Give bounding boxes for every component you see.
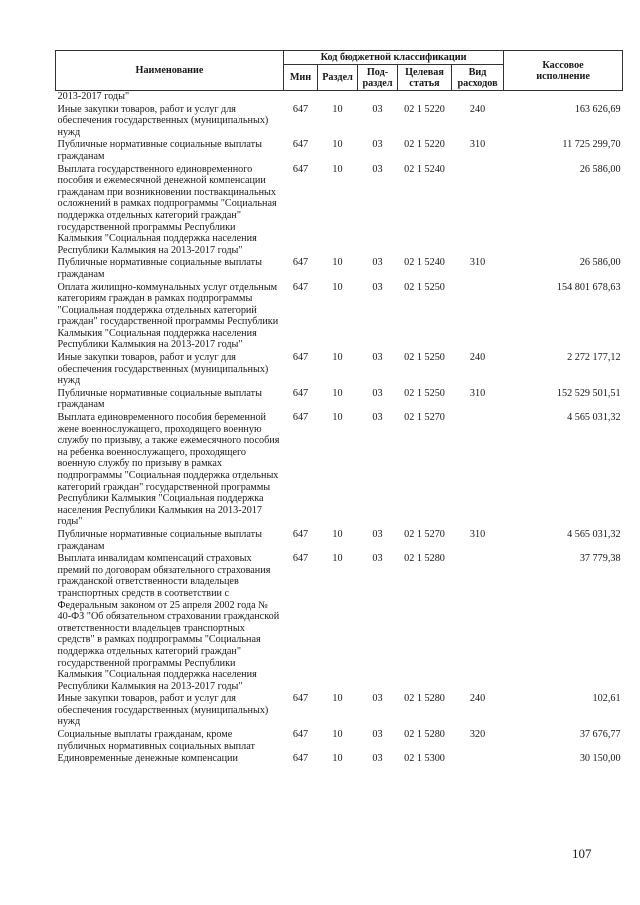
row-amount bbox=[504, 91, 623, 104]
row-name: 2013-2017 годы" bbox=[57, 91, 130, 102]
row-name: Оплата жилищно-коммунальных услуг отдельным категориям граждан в рамках подпрограммы "Социальная поддержка отдельных категорий граждан" государственной программы Республики Калмыкия "Социальная поддержка населения Республики Калмыкия на 2013-2017 годы" bbox=[57, 281, 279, 351]
row-vid: 310 bbox=[469, 528, 486, 540]
row-ves: 02 1 5240 bbox=[404, 257, 445, 269]
table-row bbox=[56, 282, 623, 353]
row-vid bbox=[452, 412, 504, 529]
table-row bbox=[56, 164, 623, 258]
row-vid: 240 bbox=[469, 352, 486, 364]
row-ves: 02 1 5280 bbox=[404, 693, 445, 705]
row-min: 647 bbox=[292, 352, 309, 364]
row-min: 647 bbox=[292, 139, 309, 151]
row-podrazdel: 03 bbox=[372, 412, 383, 424]
row-razdel: 10 bbox=[332, 693, 343, 705]
table-row bbox=[56, 412, 623, 529]
row-razdel bbox=[318, 91, 358, 104]
row-vid bbox=[452, 753, 504, 766]
row-amount: 37 676,77 bbox=[579, 729, 621, 741]
row-min: 647 bbox=[292, 412, 309, 424]
row-name: Единовременные денежные компенсации bbox=[57, 753, 238, 765]
row-podrazdel: 03 bbox=[372, 352, 383, 364]
row-name: Выплата государственного единовременного пособия и ежемесячной денежной компенсации гражданам при возникновении поствакцинальных осложнений в рамках подпрограммы "Социальная поддержка отдельных категорий граждан" государственной программы Республики Калмыкия "Социальная поддержка населения Республики Калмыкия на 2013-2017 годы" bbox=[57, 163, 277, 256]
row-min: 647 bbox=[292, 257, 309, 269]
row-min: 647 bbox=[292, 753, 309, 765]
row-ves: 02 1 5220 bbox=[404, 139, 445, 151]
row-ves: 02 1 5280 bbox=[404, 729, 445, 741]
row-ves bbox=[398, 91, 452, 104]
row-ves: 02 1 5240 bbox=[404, 163, 445, 175]
row-amount: 26 586,00 bbox=[579, 163, 621, 175]
row-amount: 4 565 031,32 bbox=[567, 528, 621, 540]
row-min: 647 bbox=[292, 693, 309, 705]
row-name: Выплата инвалидам компенсаций страховых премий по договорам обязательного страхования гражданской ответственности владельцев транспортных средств в соответствии с Федеральным законом от 25 апреля 2002 года № 40-ФЗ "Об обязательном страховании гражданской ответственности владельцев транспортных средств" в рамках подпрограммы "Социальная поддержка отдельных категорий граждан" государственной программы Республики Калмыкия "Социальная поддержка населения Республики Калмыкия на 2013-2017 годы" bbox=[57, 553, 280, 692]
row-vid: 310 bbox=[469, 387, 486, 399]
row-podrazdel bbox=[358, 91, 398, 104]
row-ves: 02 1 5280 bbox=[404, 553, 445, 565]
row-razdel: 10 bbox=[332, 139, 343, 151]
row-name: Публичные нормативные социальные выплаты гражданам bbox=[57, 528, 262, 552]
row-min: 647 bbox=[292, 729, 309, 741]
row-vid: 310 bbox=[469, 257, 486, 269]
row-amount: 163 626,69 bbox=[574, 103, 621, 115]
row-min: 647 bbox=[292, 528, 309, 540]
row-razdel: 10 bbox=[332, 281, 343, 293]
row-min: 647 bbox=[292, 281, 309, 293]
row-amount: 26 586,00 bbox=[579, 257, 621, 269]
row-name: Иные закупки товаров, работ и услуг для обеспечения государственных (муниципальных) нужд bbox=[57, 352, 269, 387]
row-vid bbox=[452, 91, 504, 104]
row-name: Социальные выплаты гражданам, кроме публичных нормативных социальных выплат bbox=[57, 729, 255, 752]
row-vid bbox=[452, 553, 504, 693]
row-name: Публичные нормативные социальные выплаты гражданам bbox=[57, 257, 262, 280]
row-amount: 2 272 177,12 bbox=[567, 352, 621, 364]
header-kbk-group: Код бюджетной классификации bbox=[284, 51, 504, 65]
row-amount: 37 779,38 bbox=[579, 553, 621, 565]
row-ves: 02 1 5270 bbox=[404, 412, 445, 424]
row-ves: 02 1 5250 bbox=[404, 387, 445, 399]
header-podrazdel: Под- раздел bbox=[358, 65, 398, 91]
header-amount: Кассовое исполнение bbox=[504, 51, 623, 91]
row-vid: 320 bbox=[469, 729, 486, 741]
table-row bbox=[56, 529, 623, 553]
table-row bbox=[56, 257, 623, 281]
row-vid: 240 bbox=[469, 693, 486, 705]
row-razdel: 10 bbox=[332, 163, 343, 175]
row-vid: 240 bbox=[469, 103, 486, 115]
row-name: Иные закупки товаров, работ и услуг для обеспечения государственных (муниципальных) нужд bbox=[57, 693, 269, 728]
row-ves: 02 1 5250 bbox=[404, 281, 445, 293]
row-razdel: 10 bbox=[332, 753, 343, 765]
table-row bbox=[56, 753, 623, 766]
row-min: 647 bbox=[292, 103, 309, 115]
table-body bbox=[56, 91, 623, 766]
row-podrazdel: 03 bbox=[372, 257, 383, 269]
row-name: Публичные нормативные социальные выплаты гражданам bbox=[57, 139, 262, 162]
table-row bbox=[56, 139, 623, 163]
header-min: Мин bbox=[284, 65, 318, 91]
row-podrazdel: 03 bbox=[372, 729, 383, 741]
row-amount: 152 529 501,51 bbox=[556, 387, 621, 399]
row-podrazdel: 03 bbox=[372, 387, 383, 399]
row-ves: 02 1 5250 bbox=[404, 352, 445, 364]
row-amount: 4 565 031,32 bbox=[567, 412, 621, 424]
header-vid: Вид расходов bbox=[452, 65, 504, 91]
row-name: Публичные нормативные социальные выплаты гражданам bbox=[57, 387, 262, 411]
row-razdel: 10 bbox=[332, 412, 343, 424]
header-name: Наименование bbox=[56, 51, 284, 91]
row-podrazdel: 03 bbox=[372, 139, 383, 151]
row-vid: 310 bbox=[469, 139, 486, 151]
page-number: 107 bbox=[572, 846, 592, 861]
table-row bbox=[56, 352, 623, 388]
row-ves: 02 1 5270 bbox=[404, 528, 445, 540]
row-razdel: 10 bbox=[332, 352, 343, 364]
row-podrazdel: 03 bbox=[372, 553, 383, 565]
row-podrazdel: 03 bbox=[372, 753, 383, 765]
row-ves: 02 1 5300 bbox=[404, 753, 445, 765]
row-razdel: 10 bbox=[332, 257, 343, 269]
row-name: Иные закупки товаров, работ и услуг для обеспечения государственных (муниципальных) нужд bbox=[57, 103, 269, 138]
row-razdel: 10 bbox=[332, 528, 343, 540]
row-amount: 102,61 bbox=[592, 693, 621, 705]
table-header bbox=[56, 51, 623, 91]
row-podrazdel: 03 bbox=[372, 693, 383, 705]
row-name: Выплата единовременного пособия беременной жене военнослужащего, проходящего военную службу по призыву, а также ежемесячного пособия на ребенка военнослужащего, проходящего военную службу по призыву в рамках подпрограммы "Социальная поддержка отдельных категорий граждан" государственной программы Республики Калмыкия "Социальная поддержка населения Республики Калмыкия на 2013-2017 годы" bbox=[57, 412, 280, 528]
table-row bbox=[56, 693, 623, 729]
table-row bbox=[56, 553, 623, 693]
row-razdel: 10 bbox=[332, 387, 343, 399]
budget-table bbox=[55, 50, 623, 766]
row-razdel: 10 bbox=[332, 553, 343, 565]
row-razdel: 10 bbox=[332, 729, 343, 741]
row-amount: 30 150,00 bbox=[579, 753, 621, 765]
row-vid bbox=[452, 164, 504, 258]
header-ves: Целевая статья bbox=[398, 65, 452, 91]
row-min bbox=[284, 91, 318, 104]
row-amount: 11 725 299,70 bbox=[562, 139, 621, 151]
header-razdel: Раздел bbox=[318, 65, 358, 91]
table-row bbox=[56, 388, 623, 412]
row-min: 647 bbox=[292, 387, 309, 399]
row-min: 647 bbox=[292, 163, 309, 175]
row-podrazdel: 03 bbox=[372, 103, 383, 115]
table-row bbox=[56, 91, 623, 104]
row-podrazdel: 03 bbox=[372, 528, 383, 540]
row-razdel: 10 bbox=[332, 103, 343, 115]
row-vid bbox=[452, 282, 504, 353]
row-podrazdel: 03 bbox=[372, 163, 383, 175]
row-min: 647 bbox=[292, 553, 309, 565]
table-row bbox=[56, 104, 623, 140]
table-row bbox=[56, 729, 623, 753]
row-ves: 02 1 5220 bbox=[404, 103, 445, 115]
row-podrazdel: 03 bbox=[372, 281, 383, 293]
row-amount: 154 801 678,63 bbox=[556, 281, 621, 293]
